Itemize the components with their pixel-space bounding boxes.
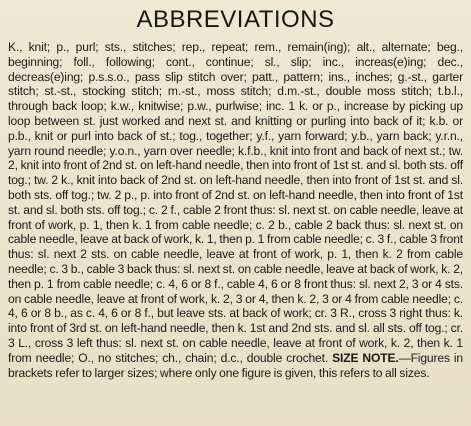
abbreviations-list: K., knit; p., purl; sts., stitches; rep., repeat; rem., remain(ing); alt., alternate; beg., beginning; foll., following; cont., continue; sl., slip; inc., increas(e)ing; dec., decreas(e)ing; p.s.s.o., pass slip stitch over; patt., pattern; ins., inches; g.-st., garter stitch; st.-st., stocking stitch; m.-st., moss stitch; d.m.-st., double moss stitch; t.b.l., through back loop; k.w., knitwise; p.w., purlwise; inc. 1 k. or p., increase by picking up loop between st. just worked and next st. and knitting or purling into back of it; k.b. or p.b., knit or purl into back of st.; tog., together; y.f., yarn forward; y.b., yarn back; y.r.n., yarn round needle; y.o.n., yarn over needle; k.f.b., knit into front and back of next st.; tw. 2, knit into front of 2nd st. on left-hand needle, then into front of 1st st. and sl. both sts. off tog.; tw. 2 k., knit into back of 2nd st. on left-hand needle, then into front of 1st st. and sl. both sts. off tog.; tw. 2 p., p. into front of 2nd st. on left-hand needle, then into front of 1st st. and sl. both sts. off tog.; c. 2 f., cable 2 front thus: sl. next st. on cable needle, leave at front of work, p. 1, then k. 1 from cable needle; c. 2 b., cable 2 back thus: sl. next st. on cable needle, leave at back of work, k. 1, then p. 1 from cable needle; c. 3 f., cable 3 front thus: sl. next 2 sts. on cable needle, leave at front of work, p. 1, then k. 2 from cable needle; c. 3 b., cable 3 back thus: sl. next st. on cable needle, leave at back of work, k. 2, then p. 1 from cable needle; c. 4, 6 or 8 f., cable 4, 6 or 8 front thus: sl. next 2, 3 or 4 sts. on cable needle, leave at front of work, k. 2, 3 or 4, then k. 2, 3 or 4 from cable needle; c. 4, 6 or 8 b., as c. 4, 6 or 8 f., but leave sts. at back of work; cr. 3 R., cross 3 right thus: k. into front of 3rd st. on left-hand needle, then k. 1st and 2nd sts. and sl. all sts. off tog.; cr. 3 L., cross 3 left thus: sl. next st. on cable needle, leave at front of work, k. 2, then k. 1 from needle; O., no stitches; ch., chain; d.c., double crochet. (8, 40, 463, 365)
size-note-label: SIZE NOTE. (332, 350, 399, 365)
page-title: ABBREVIATIONS (136, 6, 335, 33)
size-note-text: —Figures in brackets refer to larger sizes; where only one figure is given, this refers to all sizes. (8, 350, 463, 380)
abbreviations-paragraph (8, 40, 463, 380)
